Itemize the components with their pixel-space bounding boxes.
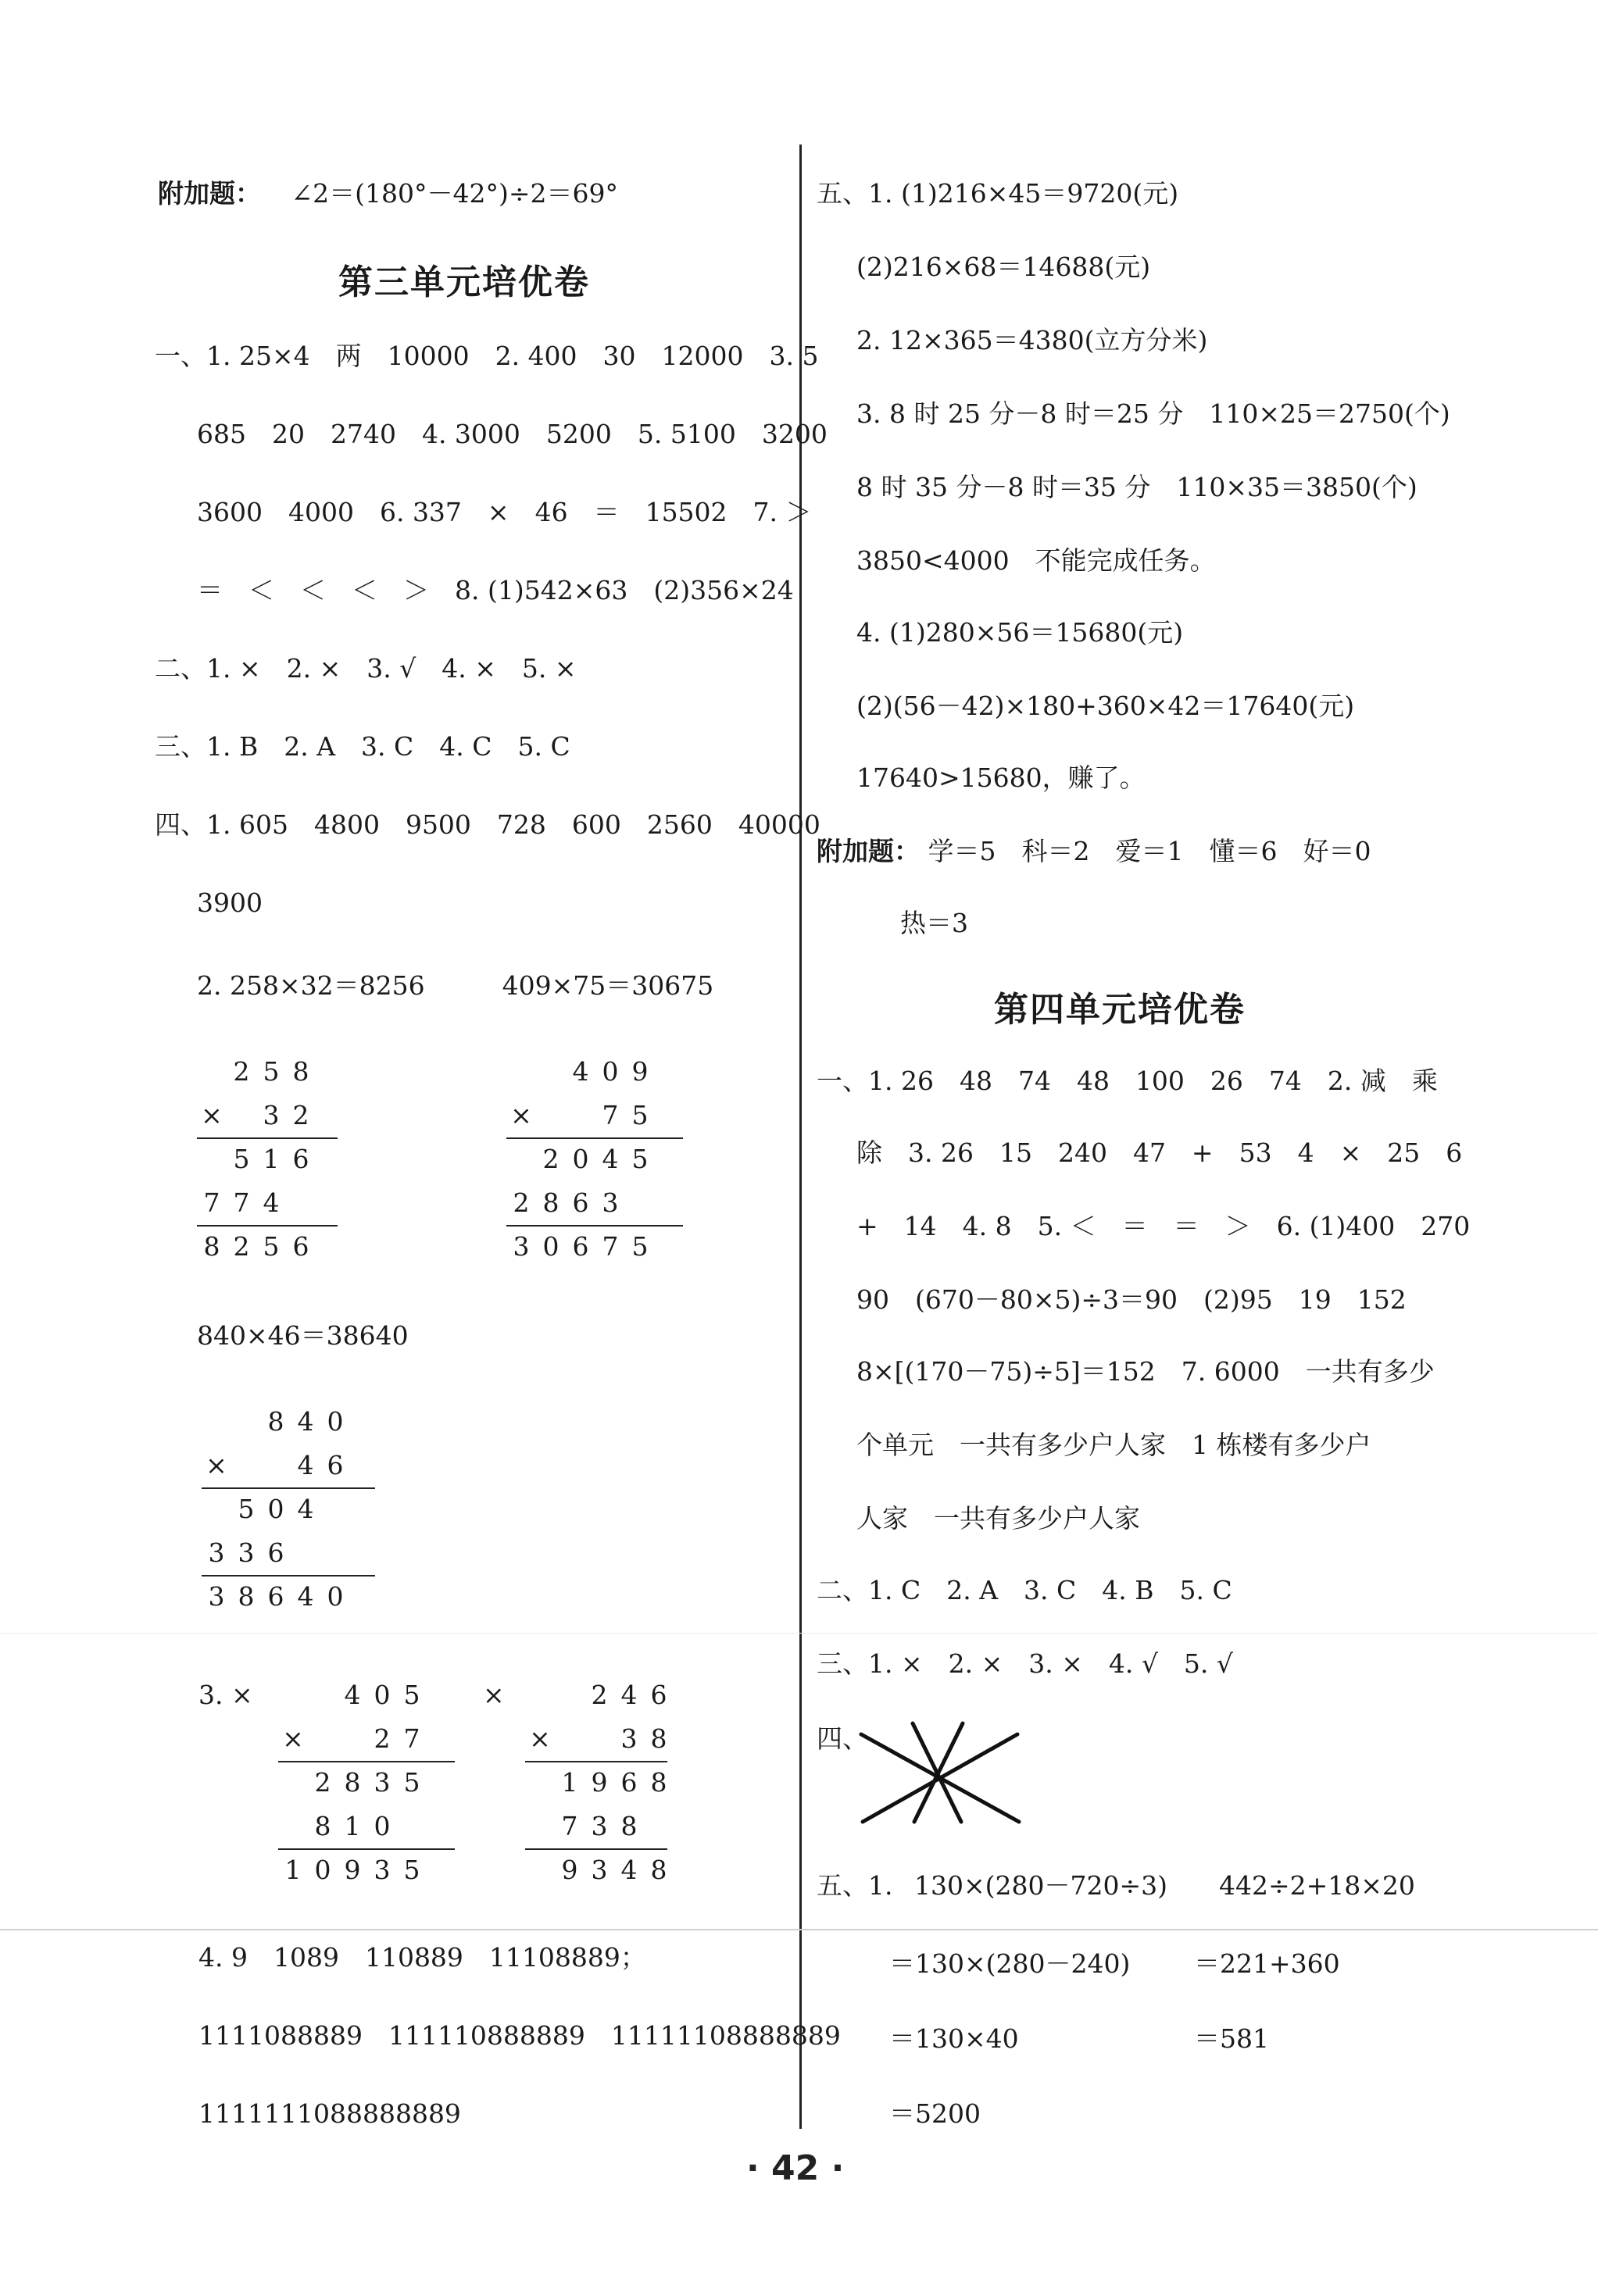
vm-row: × 7 5 — [510, 1100, 649, 1130]
u3-sec5-line5: 8 时 35 分－8 时＝35 分 110×35＝3850(个) — [856, 472, 1417, 502]
u3-sec4-line3: 2. 258×32＝8256 409×75＝30675 — [197, 970, 714, 1001]
u3-sec5-line2: (2)216×68＝14688(元) — [856, 252, 1151, 282]
u4-sec1-line6: 个单元 一共有多少户人家 1 栋楼有多少户 — [856, 1430, 1371, 1460]
u4-sec1-line4: 90 (670－80×5)÷3＝90 (2)95 19 152 — [856, 1284, 1407, 1315]
u4-sec3: 三、1. × 2. × 3. × 4. √ 5. √ — [817, 1648, 1233, 1679]
appendix-answer-right: 附加题： 学＝5 科＝2 爱＝1 懂＝6 好＝0 — [817, 836, 1371, 866]
u3-sec5-line9: 17640>15680，赚了。 — [856, 762, 1146, 793]
vm-row: 7 3 8 — [561, 1811, 638, 1841]
u3-sec1-line2: 685 20 2740 4. 3000 5200 5. 5100 3200 — [197, 419, 828, 449]
vm-row: 4 0 5 — [344, 1680, 420, 1710]
u3-sec1-line3: 3600 4000 6. 337 × 46 ＝ 15502 7. ＞ — [197, 497, 812, 527]
item4-line2: 1111088889 111110888889 11111108888889 — [198, 2020, 841, 2051]
u3-sec3: 三、1. B 2. A 3. C 4. C 5. C — [155, 731, 570, 762]
u4-sec2: 二、1. C 2. A 3. C 4. B 5. C — [817, 1575, 1232, 1605]
vm-row: 1 9 6 8 — [561, 1767, 667, 1798]
crease-line — [0, 1633, 1598, 1634]
vm-row: 1 0 9 3 5 — [284, 1855, 420, 1885]
u4-sec1-line7: 人家 一共有多少户人家 — [856, 1503, 1140, 1534]
u3-sec5-line8: (2)(56－42)×180+360×42＝17640(元) — [856, 691, 1355, 721]
vm-row: × 4 6 — [206, 1450, 344, 1480]
vm-row: 8 4 0 — [267, 1406, 344, 1437]
vm-row: 4 0 9 — [572, 1056, 649, 1087]
vm-row: 5 1 6 — [233, 1144, 309, 1174]
unit4-title: 第四单元培优卷 — [994, 990, 1246, 1030]
vm-row: 3 0 6 7 5 — [513, 1231, 649, 1262]
u4-sec1-line3: + 14 4. 8 5. ＜ ＝ ＝ ＞ 6. (1)400 270 — [856, 1211, 1471, 1241]
vm-row: 8 2 5 6 — [203, 1231, 309, 1262]
item3-mark2: × — [483, 1680, 505, 1710]
page-number: · 42 · — [746, 2148, 845, 2188]
u4-sec4-label: 四、 — [817, 1723, 868, 1754]
u4-sec5-head: 五、1. — [817, 1870, 893, 1901]
item4-line1: 4. 9 1089 110889 11108889； — [198, 1942, 646, 1973]
u4-sec1-line5: 8×[(170－75)÷5]＝152 7. 6000 一共有多少 — [856, 1356, 1435, 1387]
vm-row: × 3 2 — [201, 1100, 309, 1130]
calc-right-1: 442÷2+18×20 — [1219, 1870, 1415, 1901]
u3-sec5-line7: 4. (1)280×56＝15680(元) — [856, 617, 1184, 648]
u3-sec2: 二、1. × 2. × 3. √ 4. × 5. × — [155, 653, 577, 684]
vm-row: 8 1 0 — [314, 1811, 391, 1841]
vm-row: 2 8 3 5 — [314, 1767, 420, 1798]
calc-left-1: 130×(280－720÷3) — [914, 1870, 1168, 1901]
u3-sec5-line6: 3850<4000 不能完成任务。 — [856, 545, 1216, 576]
appendix-answer-right-2: 热＝3 — [900, 908, 968, 938]
u3-sec1-line1: 一、1. 25×4 两 10000 2. 400 30 12000 3. 5 — [155, 341, 819, 371]
vm-row: 3 8 6 4 0 — [208, 1581, 344, 1612]
item3-label: 3. × — [198, 1680, 253, 1710]
calc-left-3: ＝130×40 — [889, 2023, 1019, 2054]
u3-sec5-line1: 五、1. (1)216×45＝9720(元) — [817, 178, 1179, 209]
calc-left-4: ＝5200 — [889, 2098, 981, 2129]
vm-row: × 3 8 — [529, 1723, 667, 1754]
u4-sec1-line1: 一、1. 26 48 74 48 100 26 74 2. 减 乘 — [817, 1066, 1438, 1096]
item4-line3: 1111111088888889 — [198, 2098, 461, 2129]
line-840: 840×46＝38640 — [197, 1320, 409, 1351]
vm-row: 9 3 4 8 — [561, 1855, 667, 1885]
unit3-title: 第三单元培优卷 — [338, 262, 590, 302]
vm-row: 2 8 6 3 — [513, 1187, 619, 1218]
appendix-answer-top: 附加题： ∠2＝(180°－42°)÷2＝69° — [158, 178, 619, 209]
calc-left-2: ＝130×(280－240) — [889, 1948, 1131, 1979]
matching-lines-diagram — [856, 1716, 1028, 1833]
vm-row: 2 0 4 5 — [542, 1144, 649, 1174]
u3-sec5-line3: 2. 12×365＝4380(立方分米) — [856, 325, 1208, 355]
calc-right-2: ＝221+360 — [1194, 1948, 1340, 1979]
vm-row: 3 3 6 — [208, 1537, 284, 1568]
vm-row: 7 7 4 — [203, 1187, 280, 1218]
fold-line — [0, 1929, 1598, 1930]
u3-sec1-line4: ＝ ＜ ＜ ＜ ＞ 8. (1)542×63 (2)356×24 — [197, 575, 794, 605]
u4-sec1-line2: 除 3. 26 15 240 47 + 53 4 × 25 6 — [856, 1137, 1463, 1168]
vm-row: 5 0 4 — [238, 1494, 314, 1524]
vm-row: 2 4 6 — [591, 1680, 667, 1710]
u3-sec4-line1: 四、1. 605 4800 9500 728 600 2560 40000 — [155, 809, 820, 840]
u3-sec5-line4: 3. 8 时 25 分－8 时＝25 分 110×25＝2750(个) — [856, 398, 1450, 429]
u3-sec4-line2: 3900 — [197, 887, 263, 918]
vm-row: 2 5 8 — [233, 1056, 309, 1087]
calc-right-3: ＝581 — [1194, 2023, 1269, 2054]
vm-row: × 2 7 — [282, 1723, 420, 1754]
